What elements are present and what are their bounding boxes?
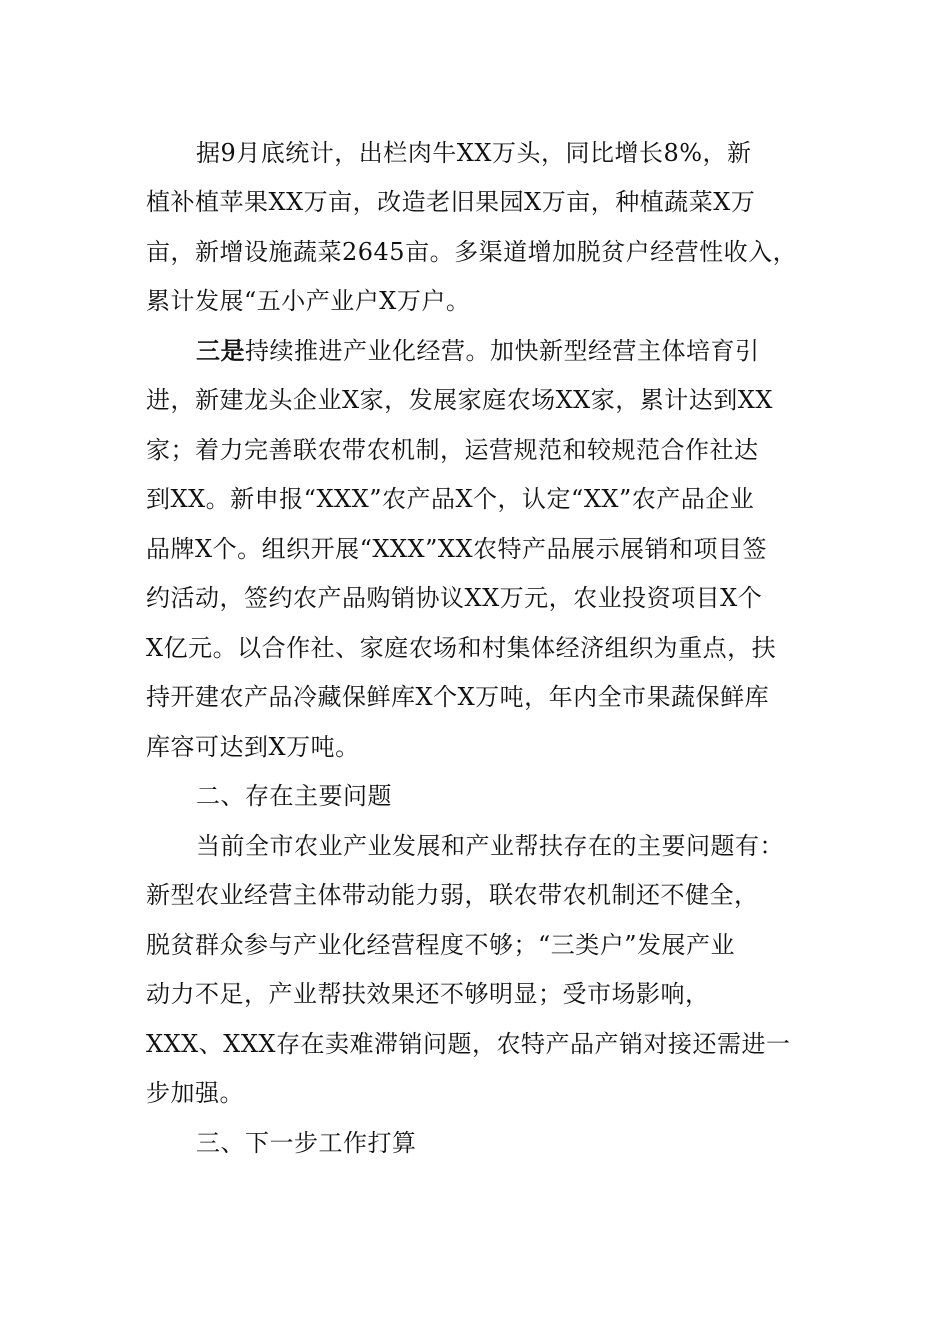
paragraph-2-line-5: 品牌X个。组织开展“XXX”XX农特产品展示展销和项目签 bbox=[146, 535, 768, 563]
paragraph-1-line-4: 累计发展“五小产业户X万户。 bbox=[146, 287, 471, 315]
paragraph-2-line-4: 到XX。新申报“XXX”农产品X个，认定“XX”农产品企业 bbox=[146, 485, 755, 513]
paragraph-2-line-3: 家；着力完善联农带农机制，运营规范和较规范合作社达 bbox=[146, 436, 759, 464]
paragraph-2-line-2: 进，新建龙头企业X家，发展家庭农场XX家，累计达到XX bbox=[146, 386, 773, 414]
paragraph-2-line-1-text: 持续推进产业化经营。加快新型经营主体培育引 bbox=[245, 337, 760, 365]
section-heading-2: 二、存在主要问题 bbox=[196, 782, 392, 810]
paragraph-3-line-3: 脱贫群众参与产业化经营程度不够；“三类户”发展产业 bbox=[146, 931, 736, 959]
paragraph-3-line-6: 步加强。 bbox=[146, 1079, 244, 1107]
paragraph-3-line-4: 动力不足，产业帮扶效果还不够明显；受市场影响， bbox=[146, 980, 710, 1008]
lead-bold-label: 三是 bbox=[196, 336, 245, 365]
paragraph-2-line-8: 持开建农产品冷藏保鲜库X个X万吨，年内全市果蔬保鲜库 bbox=[146, 683, 770, 711]
paragraph-1-line-3: 亩，新增设施蔬菜2645亩。多渠道增加脱贫户经营性收入， bbox=[146, 238, 798, 266]
paragraph-1-line-1: 据9月底统计，出栏肉牛XX万头，同比增长8%，新 bbox=[196, 139, 752, 167]
paragraph-3-line-2: 新型农业经营主体带动能力弱，联农带农机制还不健全， bbox=[146, 881, 759, 909]
paragraph-3-line-5: XXX、XXX存在卖难滞销问题，农特产品产销对接还需进一 bbox=[146, 1030, 791, 1058]
paragraph-2-line-6: 约活动，签约农产品购销协议XX万元，农业投资项目X个 bbox=[146, 584, 763, 612]
paragraph-2-line-1 bbox=[196, 336, 760, 366]
paragraph-2-line-9: 库容可达到X万吨。 bbox=[146, 733, 360, 761]
paragraph-2-line-7: X亿元。以合作社、家庭农场和村集体经济组织为重点，扶 bbox=[146, 634, 777, 662]
section-heading-3: 三、下一步工作打算 bbox=[196, 1129, 417, 1157]
paragraph-3-line-1: 当前全市农业产业发展和产业帮扶存在的主要问题有： bbox=[196, 832, 784, 860]
paragraph-1-line-2: 植补植苹果XX万亩，改造老旧果园X万亩，种植蔬菜X万 bbox=[146, 188, 756, 216]
